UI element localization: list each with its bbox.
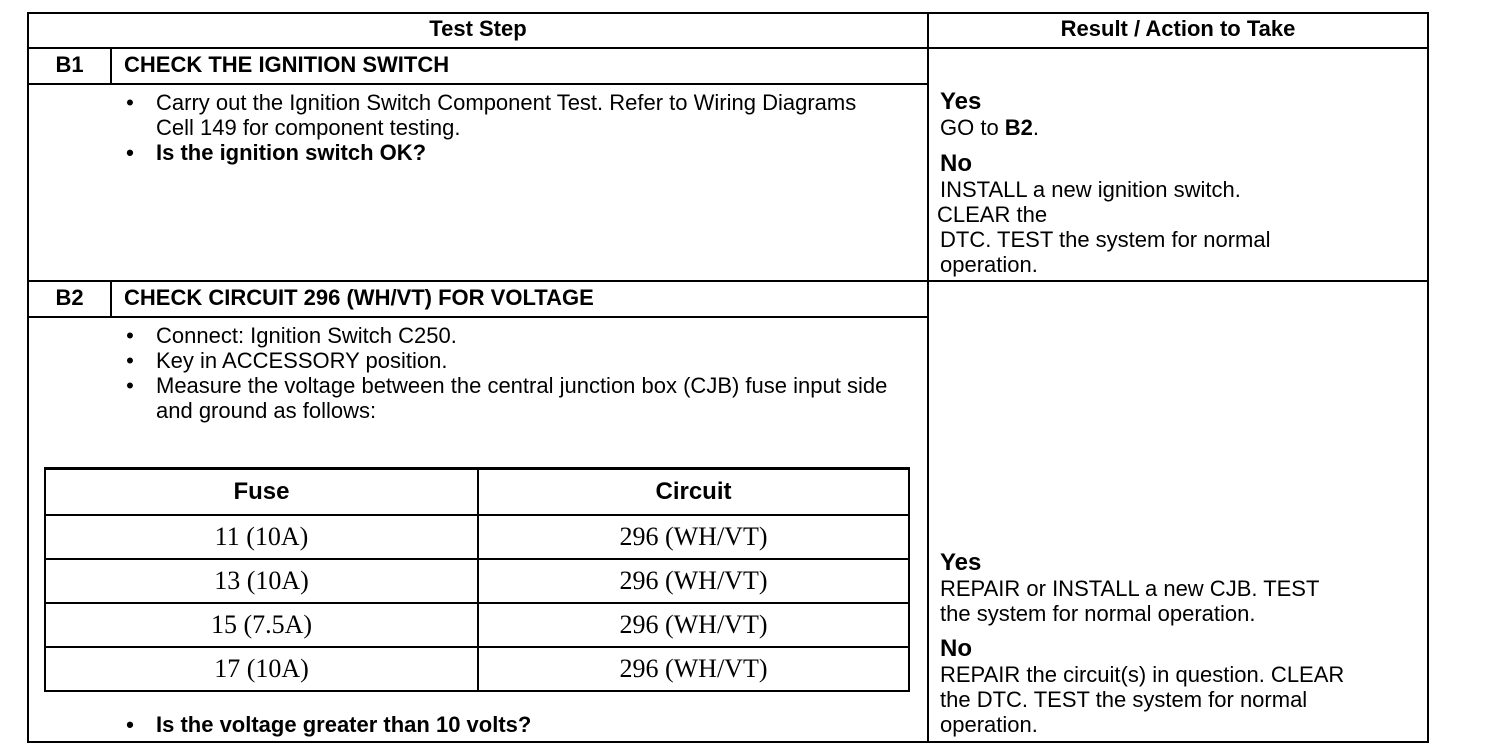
b2-yes-line1: REPAIR or INSTALL a new CJB. TEST <box>940 576 1320 601</box>
circuit-cell: 296 (WH/VT) <box>478 647 909 691</box>
b1-id-divider <box>110 47 112 85</box>
step-b2-results <box>940 549 1424 737</box>
b1-title-divider <box>27 83 929 85</box>
b1-no-line3: DTC. TEST the system for normal <box>940 227 1271 252</box>
table-row <box>45 647 909 691</box>
step-b1-title: CHECK THE IGNITION SWITCH <box>124 52 450 77</box>
b1-no-line2: CLEAR the <box>937 202 1048 227</box>
b2-no-line3: operation. <box>940 712 1038 737</box>
b1-yes-text: GO to B2. <box>940 115 1040 140</box>
b2-yes-label: Yes <box>940 549 982 576</box>
b1-no-label: No <box>940 150 972 177</box>
table-row <box>45 559 909 603</box>
table-row <box>45 603 909 647</box>
table-border-left <box>27 12 29 743</box>
b1-no-line1: INSTALL a new ignition switch. <box>940 177 1241 202</box>
step-b2-question <box>120 712 900 737</box>
table-header-fuse: Fuse <box>45 469 478 516</box>
list-item: • Measure the voltage between the central junction box (CJB) fuse input side and ground as follows: <box>126 373 888 423</box>
circuit-cell: 296 (WH/VT) <box>478 559 909 603</box>
step-b1-results <box>937 88 1420 277</box>
list-item: • Carry out the Ignition Switch Component Test. Refer to Wiring Diagrams Cell 149 for component testing. <box>126 90 857 140</box>
column-divider <box>927 12 929 743</box>
step-b1-bullets <box>120 90 890 165</box>
step-b2-title: CHECK CIRCUIT 296 (WH/VT) FOR VOLTAGE <box>124 285 594 310</box>
b2-no-line1: REPAIR the circuit(s) in question. CLEAR <box>940 662 1345 687</box>
table-header-circuit: Circuit <box>478 469 909 516</box>
list-item: • Key in ACCESSORY position. <box>126 348 448 373</box>
table-row <box>45 515 909 559</box>
table-header-row <box>45 469 909 516</box>
list-item: • Is the voltage greater than 10 volts? <box>126 712 532 737</box>
circuit-cell: 296 (WH/VT) <box>478 603 909 647</box>
b2-title-divider <box>27 316 929 318</box>
table-border-bottom <box>27 741 1429 743</box>
fuse-cell: 13 (10A) <box>45 559 478 603</box>
step-b2-id: B2 <box>55 285 84 310</box>
fuse-cell: 17 (10A) <box>45 647 478 691</box>
header-test-step: Test Step <box>429 16 527 41</box>
b2-no-line2: the DTC. TEST the system for normal <box>940 687 1308 712</box>
b1-no-line4: operation. <box>940 252 1038 277</box>
circuit-cell: 296 (WH/VT) <box>478 515 909 559</box>
b2-id-divider <box>110 280 112 318</box>
b2-yes-line2: the system for normal operation. <box>940 601 1256 626</box>
step-b1-id: B1 <box>55 52 84 77</box>
list-item: • Is the ignition switch OK? <box>126 140 427 165</box>
fuse-circuit-table <box>44 467 910 692</box>
b1-yes-label: Yes <box>940 88 982 115</box>
fuse-cell: 15 (7.5A) <box>45 603 478 647</box>
list-item: • Connect: Ignition Switch C250. <box>126 323 457 348</box>
step-b2-bullets <box>120 323 900 423</box>
header-result-action: Result / Action to Take <box>1060 16 1296 41</box>
fuse-cell: 11 (10A) <box>45 515 478 559</box>
table-border-right <box>1427 12 1429 743</box>
b2-no-label: No <box>940 635 972 662</box>
